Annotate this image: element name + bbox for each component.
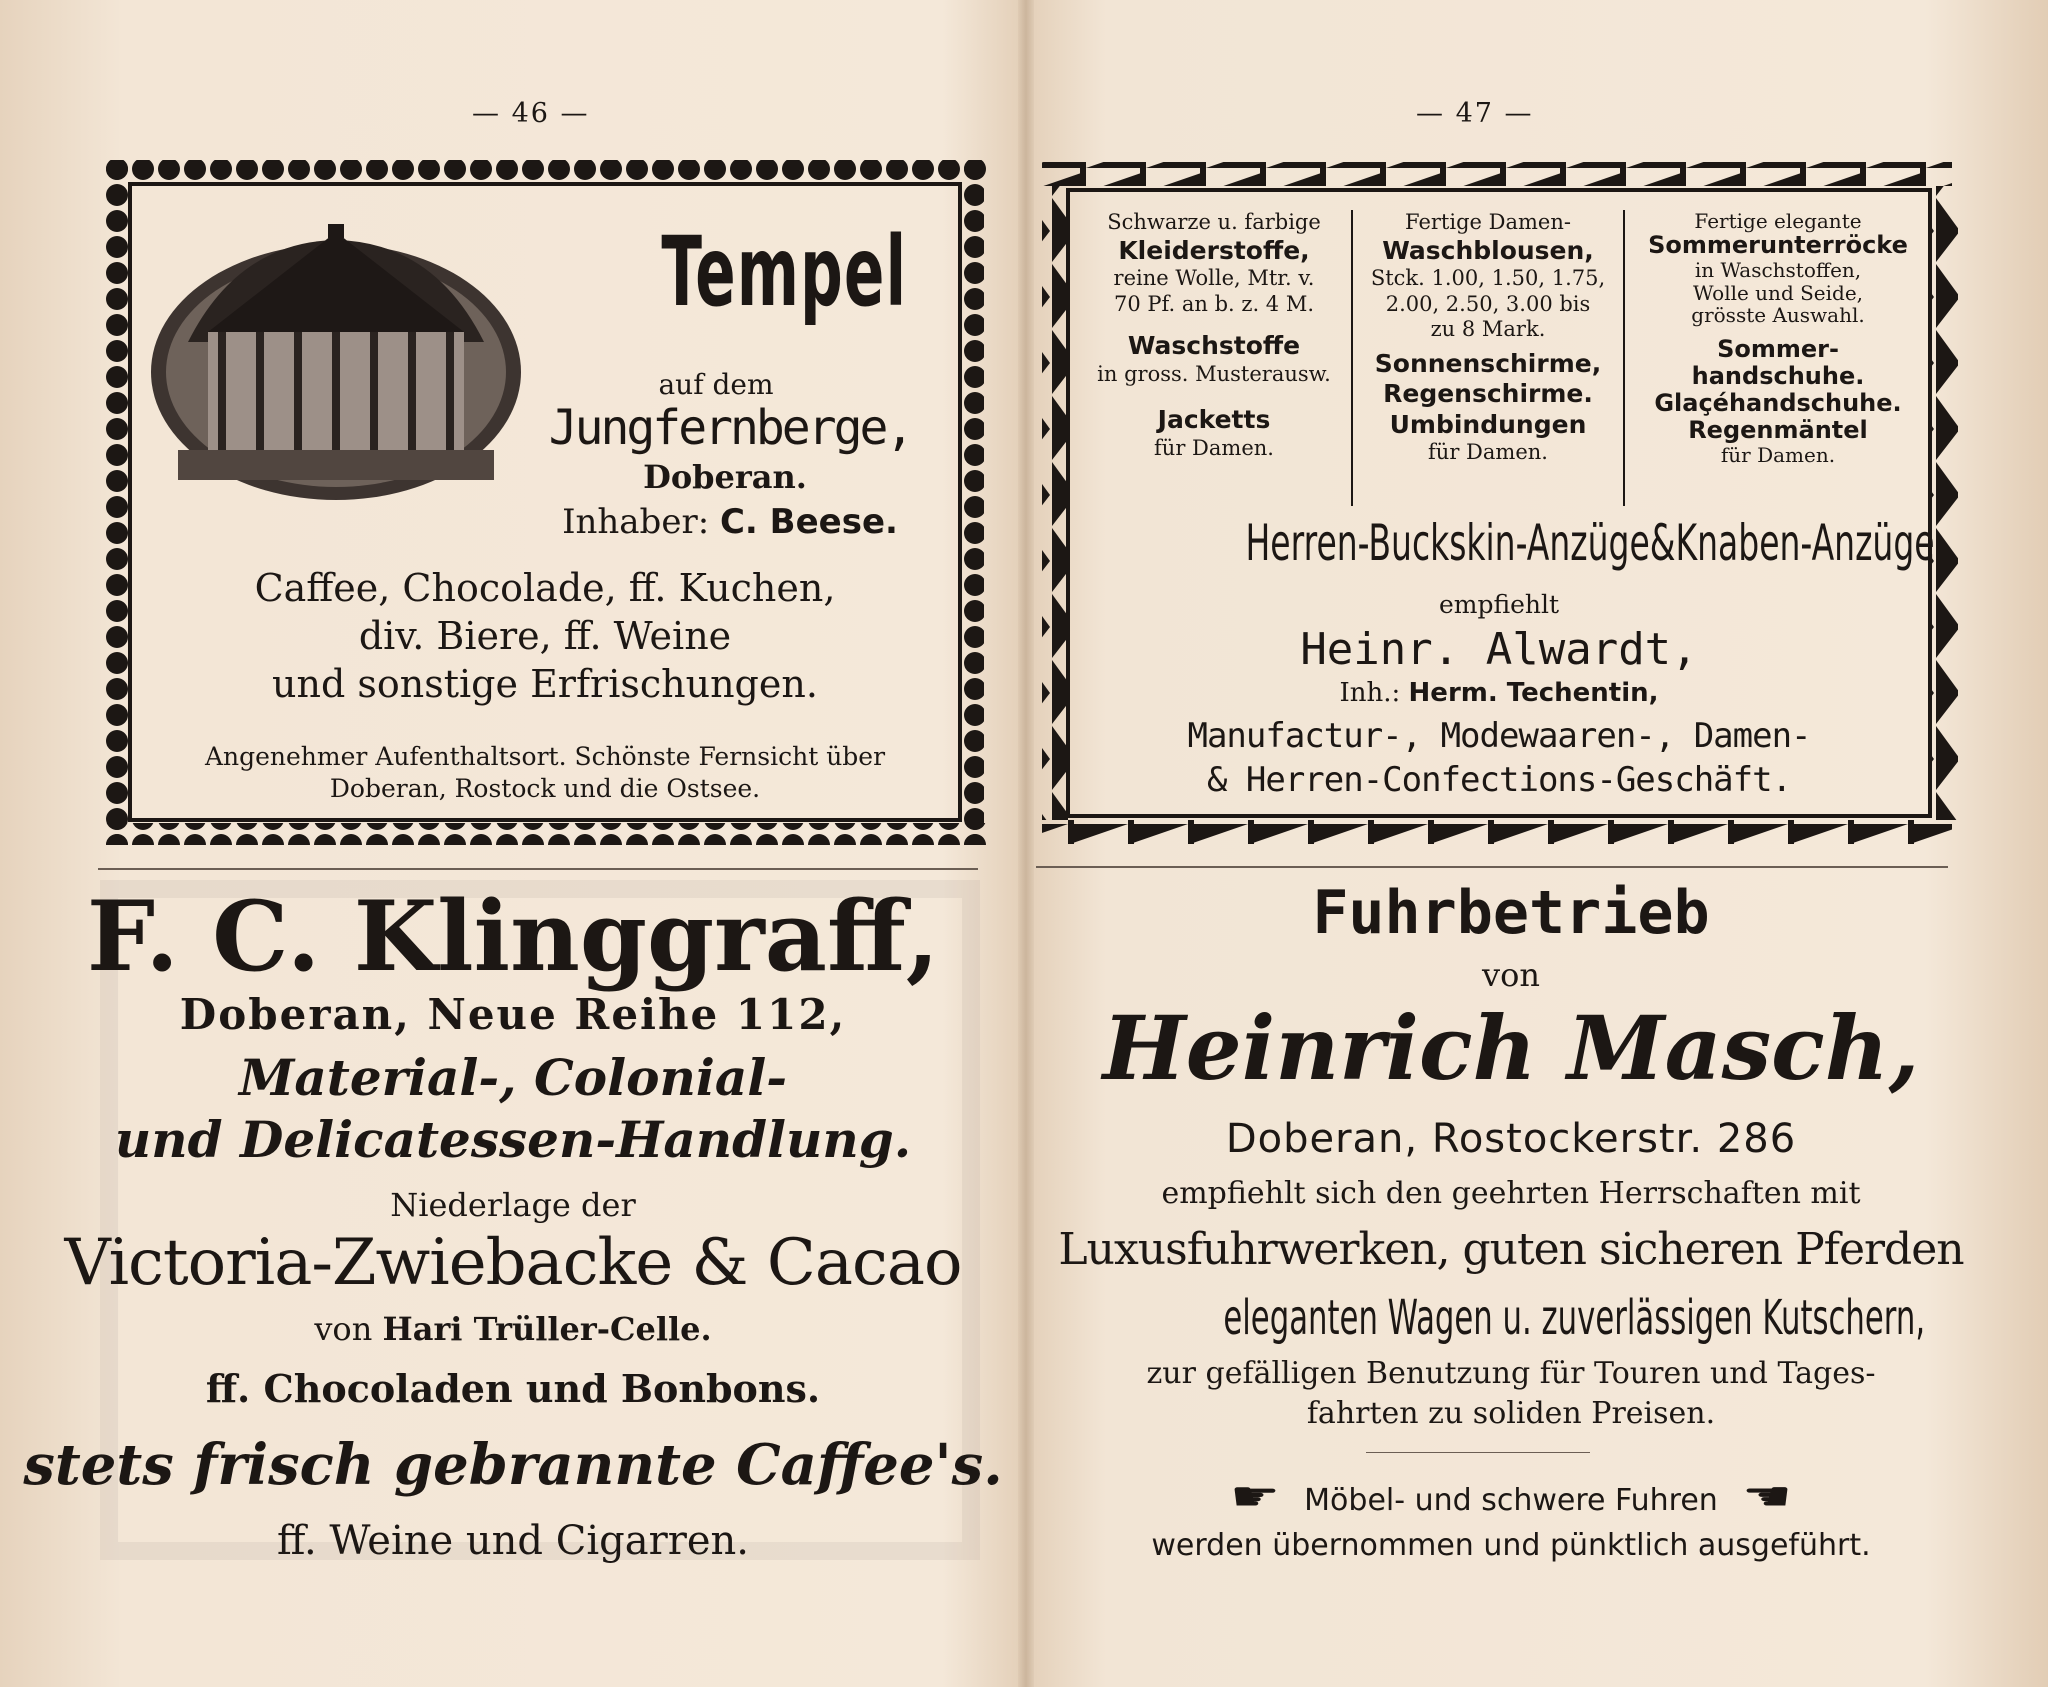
alwardt-owner: [1068, 678, 1930, 708]
section-divider: [98, 868, 978, 870]
col2-heading-umbindungen: Umbindungen: [1389, 409, 1587, 439]
col3-heading-glacehandschuhe: Glaçéhandschuhe.: [1654, 389, 1902, 418]
klinggraff-chocolates: ff. Chocoladen und Bonbons.: [205, 1366, 821, 1411]
col3-heading-regenmaentel: Regenmäntel: [1688, 416, 1868, 445]
col1-line: 70 Pf. an b. z. 4 M.: [1113, 291, 1315, 316]
alwardt-recommends: empfiehlt: [1438, 590, 1560, 619]
tempel-line-jungfernberge: Jungfernberge,: [548, 400, 912, 456]
col3-line: Wolle und Seide,: [1692, 280, 1864, 305]
tempel-note-2: Doberan, Rostock und die Ostsee.: [329, 774, 761, 803]
tempel-offer-1: Caffee, Chocolade, ff. Kuchen,: [254, 566, 836, 610]
owner-name: Herm. Techentin,: [1408, 678, 1659, 708]
col1-heading-jacketts: Jacketts: [1157, 405, 1271, 435]
col2-line: Stck. 1.00, 1.50, 1.75,: [1370, 266, 1606, 291]
col1-line: für Damen.: [1154, 435, 1274, 460]
klinggraff-depot: Niederlage der: [390, 1186, 636, 1224]
owner-label: Inhaber:: [562, 502, 710, 542]
alwardt-column-2: [1356, 210, 1620, 466]
alwardt-column-3: [1628, 210, 1928, 466]
col2-line: zu 8 Mark.: [1430, 317, 1546, 342]
col3-heading-handschuhe: handschuhe.: [1691, 362, 1865, 391]
col2-heading-regenschirme: Regenschirme.: [1383, 379, 1593, 409]
page-number: — 47 —: [1416, 98, 1534, 129]
klinggraff-name: F. C. Klinggraff,: [86, 880, 940, 993]
klinggraff-address: Doberan, Neue Reihe 112,: [179, 990, 847, 1039]
col3-line: für Damen.: [1720, 442, 1836, 467]
tempel-line-doberan: Doberan.: [643, 458, 807, 496]
klinggraff-trade-2: und Delicatessen-Handlung.: [114, 1110, 912, 1169]
col2-heading-sonnenschirme: Sonnenschirme,: [1374, 348, 1602, 378]
page-number: — 46 —: [472, 98, 590, 129]
masch-furniture-line: [1026, 1474, 1996, 1520]
section-divider: [1036, 866, 1948, 868]
klinggraff-wines: ff. Weine und Cigarren.: [277, 1518, 749, 1564]
maker-name: Hari Trüller-Celle.: [382, 1310, 712, 1348]
masch-furniture-line-2: werden übernommen und pünktlich ausgeführt.: [1151, 1528, 1871, 1563]
tempel-note-1: Angenehmer Aufenthaltsort. Schönste Fernsicht über: [204, 742, 886, 771]
pointing-hand-right-icon: ☛: [1229, 1474, 1280, 1520]
col2-line: 2.00, 2.50, 3.00 bis: [1385, 291, 1591, 316]
col3-line: in Waschstoffen,: [1694, 258, 1862, 283]
masch-text-5: fahrten zu soliden Preisen.: [1306, 1396, 1716, 1431]
alwardt-headline: Herren-Buckskin-Anzüge&Knaben-Anzüge: [1245, 514, 1935, 572]
maker-prefix: von: [314, 1310, 373, 1348]
alwardt-name: Heinr. Alwardt,: [1300, 624, 1698, 675]
col1-heading-waschstoffe: Waschstoffe: [1127, 331, 1301, 361]
page-47: [1026, 0, 2048, 1687]
alwardt-business-1: Manufactur-, Modewaaren-, Damen-: [1187, 716, 1811, 756]
klinggraff-product: Victoria-Zwiebacke & Cacao: [64, 1226, 962, 1300]
tempel-offer-2: div. Biere, ff. Weine: [358, 614, 732, 658]
furniture-text: Möbel- und schwere Fuhren: [1304, 1483, 1718, 1518]
alwardt-column-1: [1080, 210, 1348, 462]
masch-text-4: zur gefälligen Benutzung für Touren und Tages-: [1146, 1356, 1876, 1391]
masch-title: Fuhrbetrieb: [1312, 878, 1710, 948]
col3-heading-sommer: Sommer-: [1717, 335, 1839, 364]
col1-line: in gross. Musterausw.: [1097, 361, 1331, 386]
masch-address: Doberan, Rostockerstr. 286: [1225, 1116, 1797, 1162]
col2-line: Fertige Damen-: [1405, 210, 1571, 234]
col2-heading-waschblousen: Waschblousen,: [1382, 235, 1594, 265]
temple-illustration: [148, 222, 524, 502]
col1-line: Schwarze u. farbige: [1107, 210, 1321, 234]
klinggraff-coffee: stets frisch gebrannte Caffee's.: [23, 1432, 1003, 1498]
masch-text-3: eleganten Wagen u. zuverlässigen Kutschern,: [1223, 1290, 1926, 1346]
col1-line: reine Wolle, Mtr. v.: [1113, 266, 1315, 291]
col3-line: grösste Auswahl.: [1691, 303, 1865, 328]
col2-line: für Damen.: [1428, 440, 1548, 465]
masch-name: Heinrich Masch,: [1102, 996, 1920, 1100]
masch-text-2: Luxusfuhrwerken, guten sicheren Pferden: [1058, 1224, 1964, 1275]
owner-label: Inh.:: [1339, 678, 1401, 708]
col1-heading-kleiderstoffe: Kleiderstoffe,: [1118, 235, 1310, 265]
klinggraff-trade-1: Material-, Colonial-: [239, 1048, 787, 1107]
tempel-offer-3: und sonstige Erfrischungen.: [272, 662, 818, 706]
klinggraff-maker: [0, 1310, 1026, 1348]
owner-name: C. Beese.: [719, 502, 898, 542]
tempel-line-auf-dem: auf dem: [658, 368, 774, 401]
col3-line: Fertige elegante: [1694, 209, 1862, 233]
pointing-hand-left-icon: ☚: [1742, 1474, 1793, 1520]
masch-text-1: empfiehlt sich den geehrten Herrschaften mit: [1161, 1176, 1861, 1211]
col3-heading-sommerunterroecke: Sommerunterröcke: [1648, 231, 1908, 260]
tempel-owner: [530, 502, 930, 542]
short-divider: [1366, 1452, 1590, 1453]
tempel-title: Tempel: [661, 216, 908, 328]
alwardt-business-2: & Herren-Confections-Geschäft.: [1206, 760, 1792, 800]
masch-von: von: [1482, 956, 1540, 994]
